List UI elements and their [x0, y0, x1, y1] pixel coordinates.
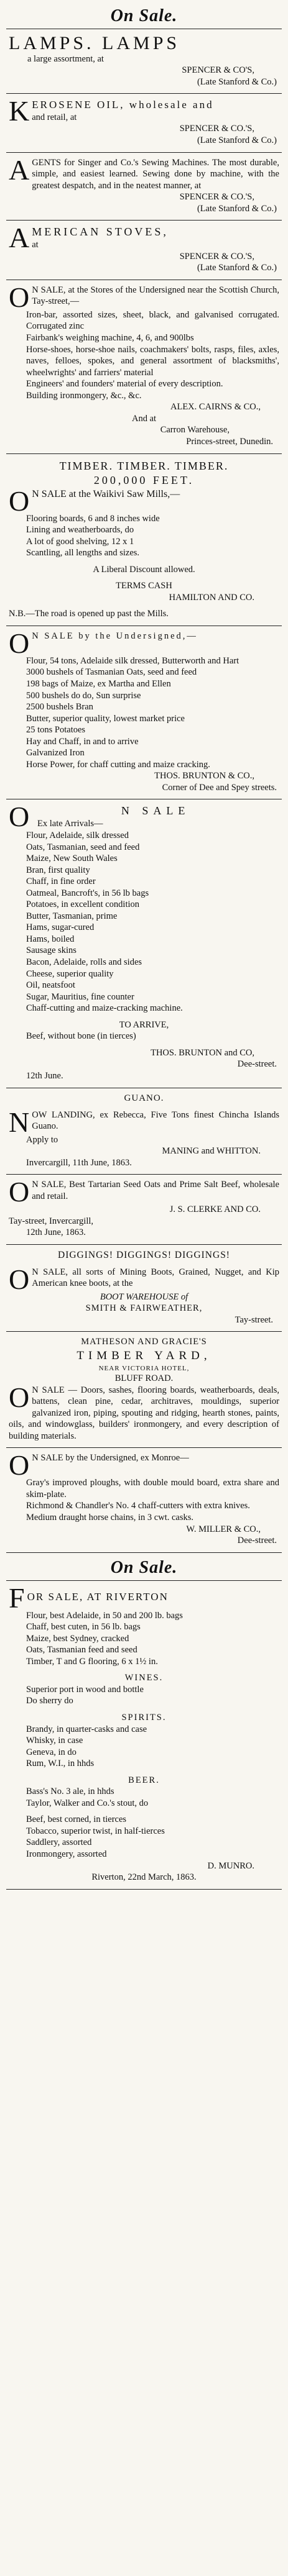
list-item: Gray's improved ploughs, with double mould board, extra share and skim-plate.	[26, 1478, 279, 1500]
list-item: Oats, Tasmanian, seed and feed	[26, 842, 140, 852]
ad-signature-note: And at	[131, 413, 157, 424]
ad-signature-note: (Late Stanford & Co.)	[197, 263, 277, 273]
list-item: Bran, first quality	[26, 865, 90, 875]
list-item: Geneva, in do	[26, 1747, 77, 1757]
ad-signature-note: Dee-street.	[237, 1059, 277, 1070]
list-item: Flour, 54 tons, Adelaide silk dressed, Butterworth and Hart	[26, 655, 239, 666]
list-item: Horse Power, for chaff cutting and maize cracking.	[26, 759, 210, 770]
list-item: Whisky, in case	[26, 1736, 83, 1746]
list-item: Beef, without bone (in tierces)	[26, 1031, 136, 1042]
ad-text: Apply to	[26, 1134, 58, 1145]
ad-headline: MATHESON AND GRACIE'S	[81, 1337, 207, 1347]
ad-subheadline: TO ARRIVE,	[119, 1019, 169, 1030]
ad-headline: TIMBER YARD,	[77, 1349, 211, 1362]
ad-subheadline: 200,000 FEET.	[93, 473, 195, 486]
ad-signature: ALEX. CAIRNS & CO.,	[170, 402, 261, 412]
ad-text: N SALE, all sorts of Mining Boots, Grained, Nugget, and Kip American knee boots, at the	[32, 1267, 279, 1289]
list-item: Galvanized Iron	[26, 748, 85, 758]
drop-cap: O	[9, 1449, 30, 1481]
ad-text: and retail, at	[32, 112, 77, 122]
list-item: Iron-bar, assorted sizes, sheet, black, and galvanised corrugated. Corrugated zinc	[26, 309, 279, 332]
ad-signature-note: (Late Stanford & Co.)	[197, 76, 277, 87]
ad-signature-note: Carron Warehouse,	[160, 425, 230, 435]
ad-js-clerke	[6, 1174, 282, 1244]
drop-cap: O	[9, 1176, 30, 1208]
list-item: Building ironmongery, &c., &c.	[26, 390, 142, 401]
drop-cap: F	[9, 1582, 25, 1614]
ad-lamps	[6, 29, 282, 93]
list-item: Butter, superior quality, lowest market price	[26, 713, 185, 724]
list-item: Saddlery, assorted	[26, 1837, 92, 1848]
ad-signature-note: (Late Stanford & Co.)	[197, 203, 277, 214]
list-item: Fairbank's weighing machine, 4, 6, and 900lbs	[26, 333, 194, 344]
ad-subheadline: Ex late Arrivals—	[37, 819, 103, 829]
ad-signature: HAMILTON AND CO.	[169, 592, 254, 603]
drop-cap: O	[9, 485, 30, 517]
ad-text: N SALE at the Waikivi Saw Mills,—	[32, 488, 180, 499]
ad-alex-cairns	[6, 280, 282, 453]
ad-riverton	[6, 1580, 282, 1890]
ad-text: N SALE by the Undersigned, ex Monroe—	[32, 1453, 189, 1463]
ad-headline: OR SALE, AT RIVERTON	[27, 1590, 169, 1603]
ad-subheadline: BEER.	[128, 1775, 160, 1785]
drop-cap: O	[9, 801, 30, 833]
ad-signature-note: Princes-street, Dunedin.	[186, 436, 273, 447]
ad-headline: N SALE	[121, 804, 190, 817]
ad-headline: EROSENE OIL, wholesale and	[32, 99, 214, 111]
list-item: Maize, best Sydney, cracked	[26, 1633, 129, 1644]
list-item: Timber, T and G flooring, 6 x 1½ in.	[26, 1656, 158, 1667]
ad-text: at	[32, 240, 39, 250]
ad-text: N SALE, at the Stores of the Undersigned near the Scottish Church, Tay-street,—	[32, 284, 279, 307]
list-item: Flooring boards, 6 and 8 inches wide	[26, 513, 160, 524]
ad-signature: W. MILLER & CO.,	[186, 1524, 261, 1534]
ad-terms: TERMS CASH	[116, 581, 172, 591]
ad-kerosene	[6, 93, 282, 152]
drop-cap: N	[9, 1106, 30, 1138]
ad-signature: D. MUNRO.	[207, 1860, 254, 1871]
list-item: 2500 bushels Bran	[26, 702, 93, 712]
list-item: 3000 bushels of Tasmanian Oats, seed and feed	[26, 667, 197, 678]
drop-cap: A	[9, 222, 30, 254]
ad-signature-note: Tay-street.	[235, 1314, 273, 1325]
list-item: Oil, neatsfoot	[26, 980, 75, 991]
list-item: Richmond & Chandler's No. 4 chaff-cutters with extra knives.	[26, 1501, 250, 1511]
list-item: Horse-shoes, horse-shoe nails, coachmakers' bolts, rasps, files, axles, naves, felloes, spokes, and general assortment of blacksmiths', wheelwrights' and farriers' material	[26, 344, 279, 378]
list-item: Superior port in wood and bottle	[26, 1684, 144, 1695]
ad-subheadline: BLUFF ROAD.	[114, 1373, 174, 1384]
drop-cap: O	[9, 281, 30, 313]
ad-thos-brunton	[6, 626, 282, 799]
drop-cap: O	[9, 1263, 30, 1295]
ad-date: 12th June, 1863.	[26, 1227, 86, 1238]
list-item: Taylor, Walker and Co.'s stout, do	[26, 1798, 149, 1808]
ad-guano	[6, 1088, 282, 1175]
ad-subheadline: SPIRITS.	[121, 1713, 167, 1723]
drop-cap: O	[9, 1381, 30, 1413]
ad-signature-note: Dee-street.	[237, 1536, 277, 1546]
list-item: Butter, Tasmanian, prime	[26, 911, 118, 921]
ad-date: 12th June.	[26, 1070, 63, 1081]
drop-cap: A	[9, 153, 30, 186]
ad-text: N SALE, Best Tartarian Seed Oats and Prime Salt Beef, wholesale and retail.	[32, 1180, 279, 1201]
ad-text: N SALE — Doors, sashes, flooring boards, weatherboards, deals, battens, clean pine, cedar, architraves, mouldings, superior galvanized iron, piping, spouting and ridging, hearth stones, paints, oils, and windowglass, builders' ironmongery, and every description of building materials.	[9, 1385, 279, 1441]
ad-matheson-gracie	[6, 1331, 282, 1447]
ad-signature: SPENCER & CO.'S,	[179, 251, 254, 262]
list-item: Chaff-cutting and maize-cracking machine.	[26, 1003, 183, 1014]
ad-late-arrivals	[6, 799, 282, 1087]
list-item: Brandy, in quarter-casks and case	[26, 1724, 147, 1734]
ad-signature-note: Corner of Dee and Spey streets.	[162, 782, 277, 793]
ad-signature: SMITH & FAIRWEATHER,	[85, 1303, 203, 1314]
list-item: A lot of good shelving, 12 x 1	[26, 536, 134, 547]
ad-singer-agents	[6, 152, 282, 221]
ad-address: Tay-street, Invercargill,	[9, 1216, 94, 1226]
list-item: 25 tons Potatoes	[26, 725, 86, 735]
list-item: Beef, best corned, in tierces	[26, 1814, 127, 1825]
ad-signature: SPENCER & CO'S,	[182, 65, 254, 76]
ad-signature: SPENCER & CO.'S,	[179, 192, 254, 203]
ad-text: N SALE by the Undersigned,—	[32, 630, 198, 641]
ad-headline: DIGGINGS! DIGGINGS! DIGGINGS!	[58, 1249, 230, 1260]
list-item: Potatoes, in excellent condition	[26, 899, 140, 910]
ad-text: OW LANDING, ex Rebecca, Five Tons finest Chincha Islands Guano.	[32, 1109, 279, 1132]
ad-timber-hamilton	[6, 453, 282, 626]
ad-signature: THOS. BRUNTON and CO,	[151, 1047, 254, 1058]
ad-headline: MERICAN STOVES,	[32, 225, 169, 239]
ad-diggings	[6, 1244, 282, 1331]
ad-subheadline: WINES.	[124, 1673, 164, 1683]
list-item: Ironmongery, assorted	[26, 1849, 107, 1860]
section-heading: On Sale.	[110, 6, 178, 25]
list-item: Flour, best Adelaide, in 50 and 200 lb. bags	[26, 1610, 183, 1621]
ad-date: Invercargill, 11th June, 1863.	[26, 1157, 132, 1168]
section-heading: On Sale.	[110, 1557, 178, 1577]
ad-note: A Liberal Discount allowed.	[93, 564, 195, 575]
list-item: Sugar, Mauritius, fine counter	[26, 991, 134, 1002]
ad-date: Riverton, 22nd March, 1863.	[91, 1872, 197, 1883]
list-item: Cheese, superior quality	[26, 968, 114, 979]
list-item: Hay and Chaff, in and to arrive	[26, 736, 139, 747]
list-item: Scantling, all lengths and sizes.	[26, 548, 140, 558]
ad-w-miller	[6, 1447, 282, 1552]
list-item: Bass's No. 3 ale, in hhds	[26, 1786, 114, 1797]
ad-american-stoves	[6, 220, 282, 280]
list-item: Tobacco, superior twist, in half-tierces	[26, 1826, 165, 1836]
ad-headline: LAMPS. LAMPS	[9, 33, 180, 53]
ad-text: a large assortment, at	[27, 53, 104, 64]
ad-signature: SPENCER & CO.'S,	[179, 124, 254, 134]
drop-cap: O	[9, 627, 30, 659]
list-item: Flour, Adelaide, silk dressed	[26, 831, 129, 841]
ad-subheadline: NEAR VICTORIA HOTEL,	[98, 1364, 190, 1372]
ad-signature: THOS. BRUNTON & CO.,	[154, 771, 254, 781]
drop-cap: K	[9, 95, 30, 127]
ad-signature: MANING and WHITTON.	[162, 1146, 261, 1157]
list-item: 500 bushels do do, Sun surprise	[26, 690, 141, 701]
ad-signature-note: (Late Stanford & Co.)	[197, 135, 277, 145]
list-item: Lining and weatherboards, do	[26, 525, 134, 535]
ad-headline: GUANO.	[124, 1093, 164, 1103]
ad-text: BOOT WAREHOUSE of	[100, 1291, 188, 1302]
ad-headline: TIMBER. TIMBER. TIMBER.	[59, 459, 229, 472]
list-item: Chaff, in fine order	[26, 876, 96, 887]
list-item: Medium draught horse chains, in 3 cwt. casks.	[26, 1512, 194, 1522]
list-item: Oats, Tasmanian feed and seed	[26, 1645, 137, 1655]
ad-footnote: N.B.—The road is opened up past the Mills.	[9, 609, 169, 619]
list-item: Oatmeal, Bancroft's, in 56 lb bags	[26, 888, 149, 898]
list-item: Maize, New South Wales	[26, 853, 118, 864]
ad-text: GENTS for Singer and Co.'s Sewing Machines. The most durable, simple, and easiest learned. Sewing done by machine, with the greatest despatch, and in the neatest manner, at	[32, 157, 279, 191]
list-item: Hams, boiled	[26, 934, 75, 944]
ad-signature: J. S. CLERKE AND CO.	[169, 1204, 261, 1215]
list-item: 198 bags of Maize, ex Martha and Ellen	[26, 678, 171, 689]
list-item: Chaff, best cuten, in 56 lb. bags	[26, 1622, 141, 1632]
list-item: Rum, W.I., in hhds	[26, 1759, 95, 1769]
list-item: Hams, sugar-cured	[26, 922, 95, 933]
list-item: Bacon, Adelaide, rolls and sides	[26, 957, 142, 968]
list-item: Sausage skins	[26, 945, 77, 956]
list-item: Engineers' and founders' material of every description.	[26, 379, 223, 389]
list-item: Do sherry do	[26, 1696, 73, 1706]
